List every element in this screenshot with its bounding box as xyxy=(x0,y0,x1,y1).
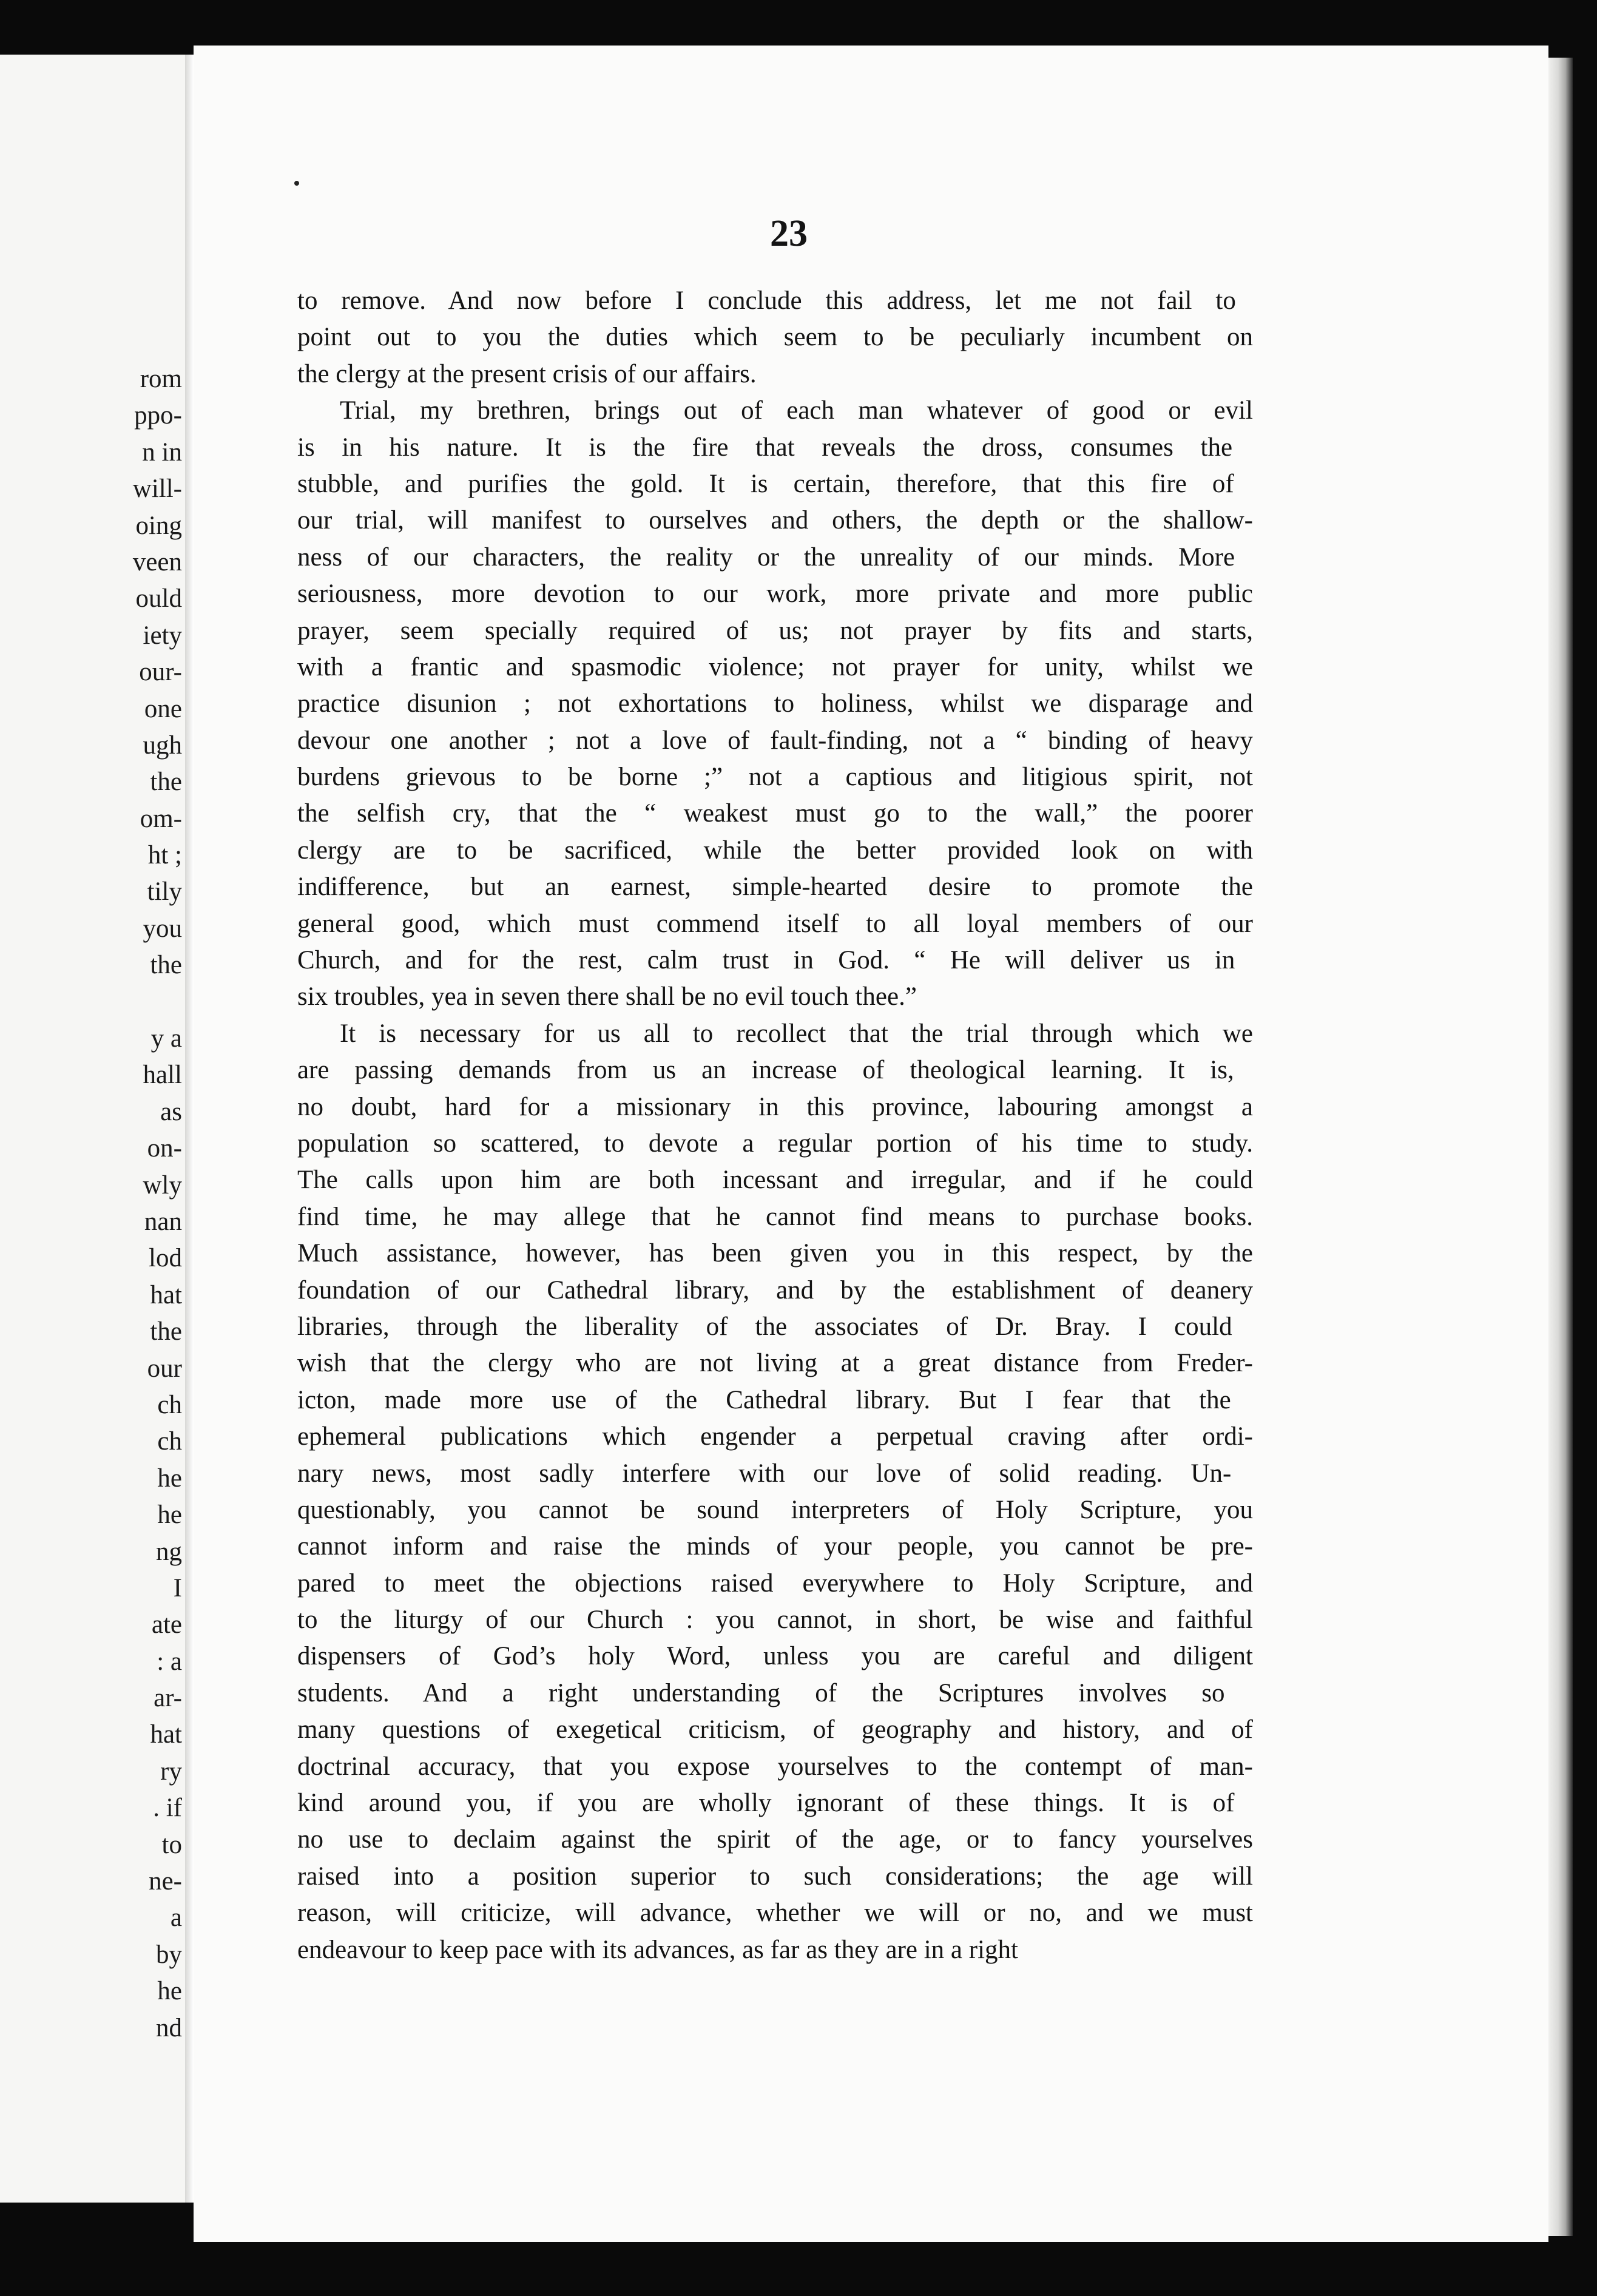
fragment-line: om- xyxy=(140,804,182,833)
text-line: are passing demands from us an increase of theological learning. It is, xyxy=(297,1056,1234,1085)
text-line: reason, will criticize, will advance, whether we will or no, and we must xyxy=(297,1899,1253,1928)
text-line: ness of our characters, the reality or the unreality of our minds. More xyxy=(297,542,1235,572)
text-line: cannot inform and raise the minds of your people, you cannot be pre- xyxy=(297,1532,1253,1561)
fragment-line: he xyxy=(157,1464,182,1493)
fragment-line: our- xyxy=(139,658,182,687)
fragment-line: : a xyxy=(157,1647,182,1676)
text-line: to remove. And now before I conclude this address, let me not fail to xyxy=(297,286,1236,315)
fragment-line: I xyxy=(173,1573,182,1602)
text-line: dispensers of God’s holy Word, unless you are careful and diligent xyxy=(297,1642,1253,1671)
book-gutter xyxy=(185,55,194,2203)
fragment-line: ugh xyxy=(143,731,182,760)
text-line: our trial, will manifest to ourselves and others, the depth or the shallow- xyxy=(297,506,1253,535)
fragment-line: ppo- xyxy=(134,401,182,430)
fragment-line: oing xyxy=(135,511,182,540)
text-line: pared to meet the objections raised everywhere to Holy Scripture, and xyxy=(297,1568,1253,1598)
text-line: seriousness, more devotion to our work, more private and more public xyxy=(297,579,1253,609)
text-line: indifference, but an earnest, simple-hearted desire to promote the xyxy=(297,873,1253,902)
fragment-line: ng xyxy=(156,1537,182,1566)
paper-speck xyxy=(294,181,299,186)
fragment-line: tily xyxy=(147,877,182,907)
text-line: kind around you, if you are wholly ignorant of these things. It is of xyxy=(297,1789,1235,1818)
fragment-line: iety xyxy=(143,621,182,650)
fragment-line: ould xyxy=(135,584,182,613)
text-line: with a frantic and spasmodic violence; not prayer for unity, whilst we xyxy=(297,652,1253,681)
text-line: the clergy at the present crisis of our affairs. xyxy=(297,359,757,388)
text-line: the selfish cry, that the “ weakest must go to the wall,” the poorer xyxy=(297,799,1253,828)
text-line: raised into a position superior to such considerations; the age will xyxy=(297,1862,1253,1891)
body-text xyxy=(297,283,1253,1968)
fragment-line: a xyxy=(170,1903,182,1933)
fragment-line: he xyxy=(157,1501,182,1530)
text-line: general good, which must commend itself to all loyal members of our xyxy=(297,909,1253,938)
text-line: Church, and for the rest, calm trust in God. “ He will deliver us in xyxy=(297,946,1235,975)
fragment-line: . if xyxy=(153,1794,182,1823)
text-line: find time, he may allege that he cannot find means to purchase books. xyxy=(297,1202,1253,1231)
fragment-line: ry xyxy=(160,1757,182,1786)
fragment-line: lod xyxy=(149,1244,182,1273)
text-line: libraries, through the liberality of the associates of Dr. Bray. I could xyxy=(297,1312,1232,1341)
text-line: six troubles, yea in seven there shall be no evil touch thee.” xyxy=(297,982,917,1011)
text-line: foundation of our Cathedral library, and by the establishment of deanery xyxy=(297,1275,1253,1305)
fragment-line: as xyxy=(160,1097,182,1126)
page-number: 23 xyxy=(770,213,808,254)
text-line: doctrinal accuracy, that you expose yourselves to the contempt of man- xyxy=(297,1752,1253,1781)
fragment-line: you xyxy=(143,914,182,943)
page-edge-shadow xyxy=(1548,58,1573,2236)
text-line: icton, made more use of the Cathedral library. But I fear that the xyxy=(297,1385,1231,1414)
text-line: is in his nature. It is the fire that reveals the dross, consumes the xyxy=(297,433,1233,462)
text-line: wish that the clergy who are not living at a great distance from Freder- xyxy=(297,1349,1253,1378)
fragment-line: y a xyxy=(150,1024,182,1053)
text-line: prayer, seem specially required of us; not prayer by fits and starts, xyxy=(297,616,1253,645)
text-line: point out to you the duties which seem to be peculiarly incumbent on xyxy=(297,323,1253,352)
fragment-line: wly xyxy=(143,1170,182,1200)
fragment-line: on- xyxy=(147,1134,182,1163)
fragment-line: ch xyxy=(157,1427,182,1456)
text-line: many questions of exegetical criticism, of geography and history, and of xyxy=(297,1715,1253,1744)
fragment-line: one xyxy=(144,694,182,723)
text-line: to the liturgy of our Church : you cannot, in short, be wise and faithful xyxy=(297,1606,1253,1635)
fragment-line: by xyxy=(156,1940,182,1969)
fragment-line: ch xyxy=(157,1390,182,1419)
text-line: ephemeral publications which engender a perpetual craving after ordi- xyxy=(297,1422,1253,1451)
fragment-line: the xyxy=(150,1317,182,1346)
text-line: no use to declaim against the spirit of the age, or to fancy yourselves xyxy=(297,1825,1253,1854)
fragment-line: rom xyxy=(140,365,182,393)
text-line: practice disunion ; not exhortations to holiness, whilst we disparage and xyxy=(297,689,1253,718)
text-line: nary news, most sadly interfere with our love of solid reading. Un- xyxy=(297,1459,1232,1488)
fragment-line xyxy=(0,984,182,1021)
fragment-line: the xyxy=(150,768,182,797)
text-line: clergy are to be sacrificed, while the better provided look on with xyxy=(297,836,1253,865)
text-line: Much assistance, however, has been given you in this respect, by the xyxy=(297,1239,1253,1268)
fragment-line: veen xyxy=(132,547,182,576)
text-line: questionably, you cannot be sound interpreters of Holy Scripture, you xyxy=(297,1495,1253,1524)
facing-page-text-fragments xyxy=(0,361,182,2047)
text-line: population so scattered, to devote a regular portion of his time to study. xyxy=(297,1129,1253,1158)
text-line: students. And a right understanding of the Scriptures involves so xyxy=(297,1678,1225,1707)
text-line: Trial, my brethren, brings out of each man whatever of good or evil xyxy=(340,396,1253,425)
text-line: burdens grievous to be borne ;” not a captious and litigious spirit, not xyxy=(297,763,1253,792)
fragment-line: will- xyxy=(132,474,182,504)
fragment-line: to xyxy=(161,1830,182,1859)
fragment-line: n in xyxy=(142,437,182,467)
fragment-line: ht ; xyxy=(147,841,182,870)
fragment-line: our xyxy=(147,1354,182,1383)
fragment-line: hat xyxy=(150,1720,182,1749)
text-line: devour one another ; not a love of fault-finding, not a “ binding of heavy xyxy=(297,726,1253,755)
facing-page-left xyxy=(0,55,185,2203)
fragment-line: hall xyxy=(143,1061,182,1090)
text-line: endeavour to keep pace with its advances, as far as they are in a right xyxy=(297,1935,1018,1964)
text-line: It is necessary for us all to recollect that the trial through which we xyxy=(340,1019,1253,1048)
text-line: no doubt, hard for a missionary in this province, labouring amongst a xyxy=(297,1092,1253,1121)
text-line: The calls upon him are both incessant and irregular, and if he could xyxy=(297,1166,1253,1195)
fragment-line: he xyxy=(157,1977,182,2006)
fragment-line: hat xyxy=(150,1280,182,1309)
fragment-line: the xyxy=(150,951,182,980)
text-line: stubble, and purifies the gold. It is certain, therefore, that this fire of xyxy=(297,469,1234,498)
fragment-line: nan xyxy=(144,1207,182,1236)
fragment-line: ar- xyxy=(154,1684,182,1713)
fragment-line: nd xyxy=(156,2013,182,2042)
fragment-line: ne- xyxy=(149,1867,182,1896)
fragment-line: ate xyxy=(151,1610,182,1639)
